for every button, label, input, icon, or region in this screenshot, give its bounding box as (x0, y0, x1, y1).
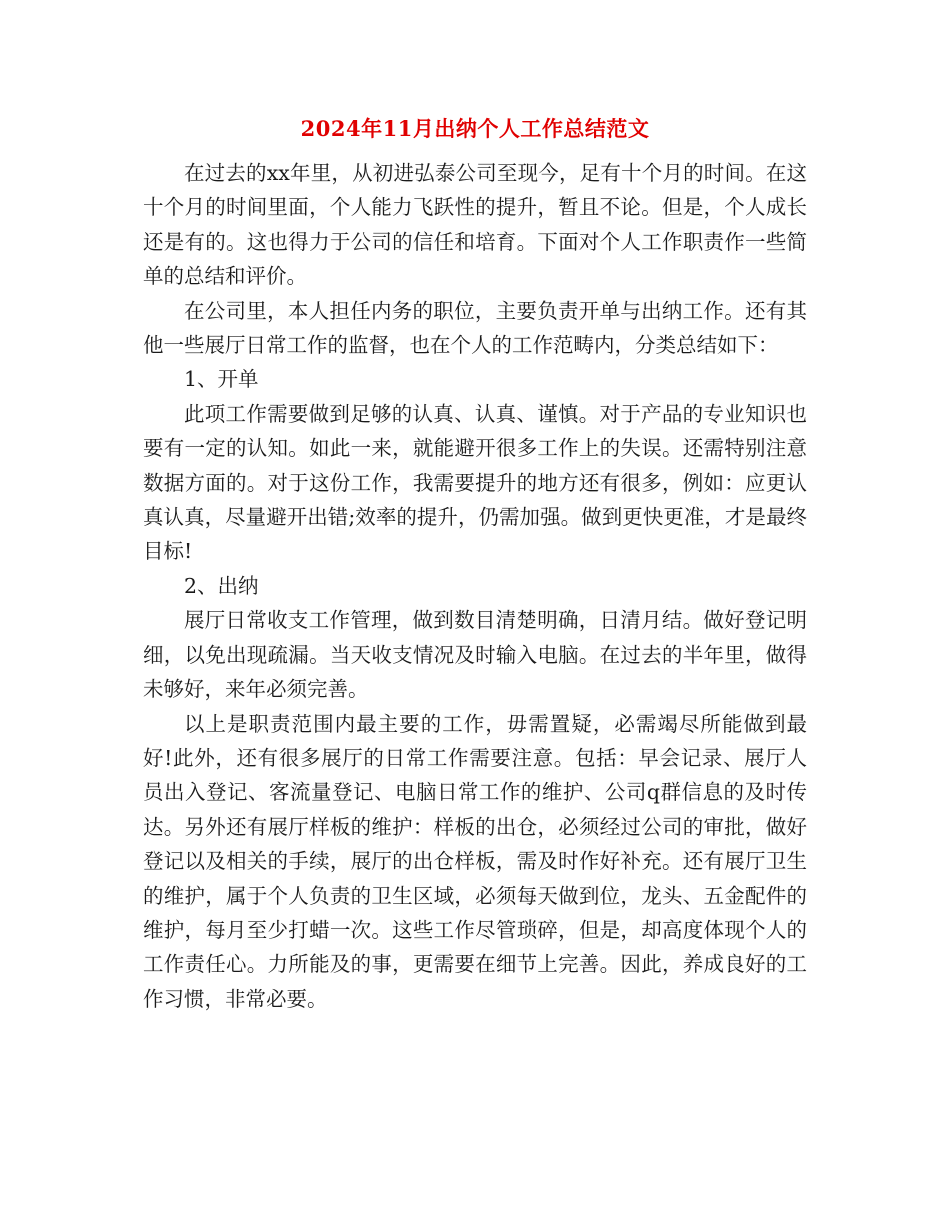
section-heading-cashier: 2、出纳 (184, 573, 259, 598)
document-title: 2024年11月出纳个人工作总结范文 (300, 116, 650, 141)
paragraph-role: 在公司里，本人担任内务的职位，主要负责开单与出纳工作。还有其他一些展厅日常工作的监督，也在个人的工作范畴内，分类总结如下： (143, 298, 807, 358)
paragraph-cashier: 展厅日常收支工作管理，做到数目清楚明确，日清月结。做好登记明细，以免出现疏漏。当天收支情况及时输入电脑。在过去的半年里，做得未够好，来年必须完善。 (143, 608, 807, 702)
paragraph-other-duties: 以上是职责范围内最主要的工作，毋需置疑，必需竭尽所能做到最好!此外，还有很多展厅的日常工作需要注意。包括：早会记录、展厅人员出入登记、客流量登记、电脑日常工作的维护、公司q群信息的及时传达。另外还有展厅样板的维护：样板的出仓，必须经过公司的审批，做好登记以及相关的手续，展厅的出仓样板，需及时作好补充。还有展厅卫生的维护，属于个人负责的卫生区域，必须每天做到位，龙头、五金配件的维护，每月至少打蜡一次。这些工作尽管琐碎，但是，却高度体现个人的工作责任心。力所能及的事，更需要在细节上完善。因此，养成良好的工作习惯，非常必要。 (143, 711, 807, 1011)
paragraph-intro: 在过去的xx年里，从初进弘泰公司至现今，足有十个月的时间。在这十个月的时间里面，个人能力飞跃性的提升，暂且不论。但是，个人成长还是有的。这也得力于公司的信任和培育。下面对个人工作职责作一些简单的总结和评价。 (143, 161, 807, 289)
paragraph-billing: 此项工作需要做到足够的认真、认真、谨慎。对于产品的专业知识也要有一定的认知。如此一来，就能避开很多工作上的失误。还需特别注意数据方面的。对于这份工作，我需要提升的地方还有很多，例如：应更认真认真，尽量避开出错;效率的提升，仍需加强。做到更快更准，才是最终目标! (143, 401, 807, 564)
document-body (143, 156, 807, 1016)
section-heading-billing: 1、开单 (184, 367, 259, 392)
